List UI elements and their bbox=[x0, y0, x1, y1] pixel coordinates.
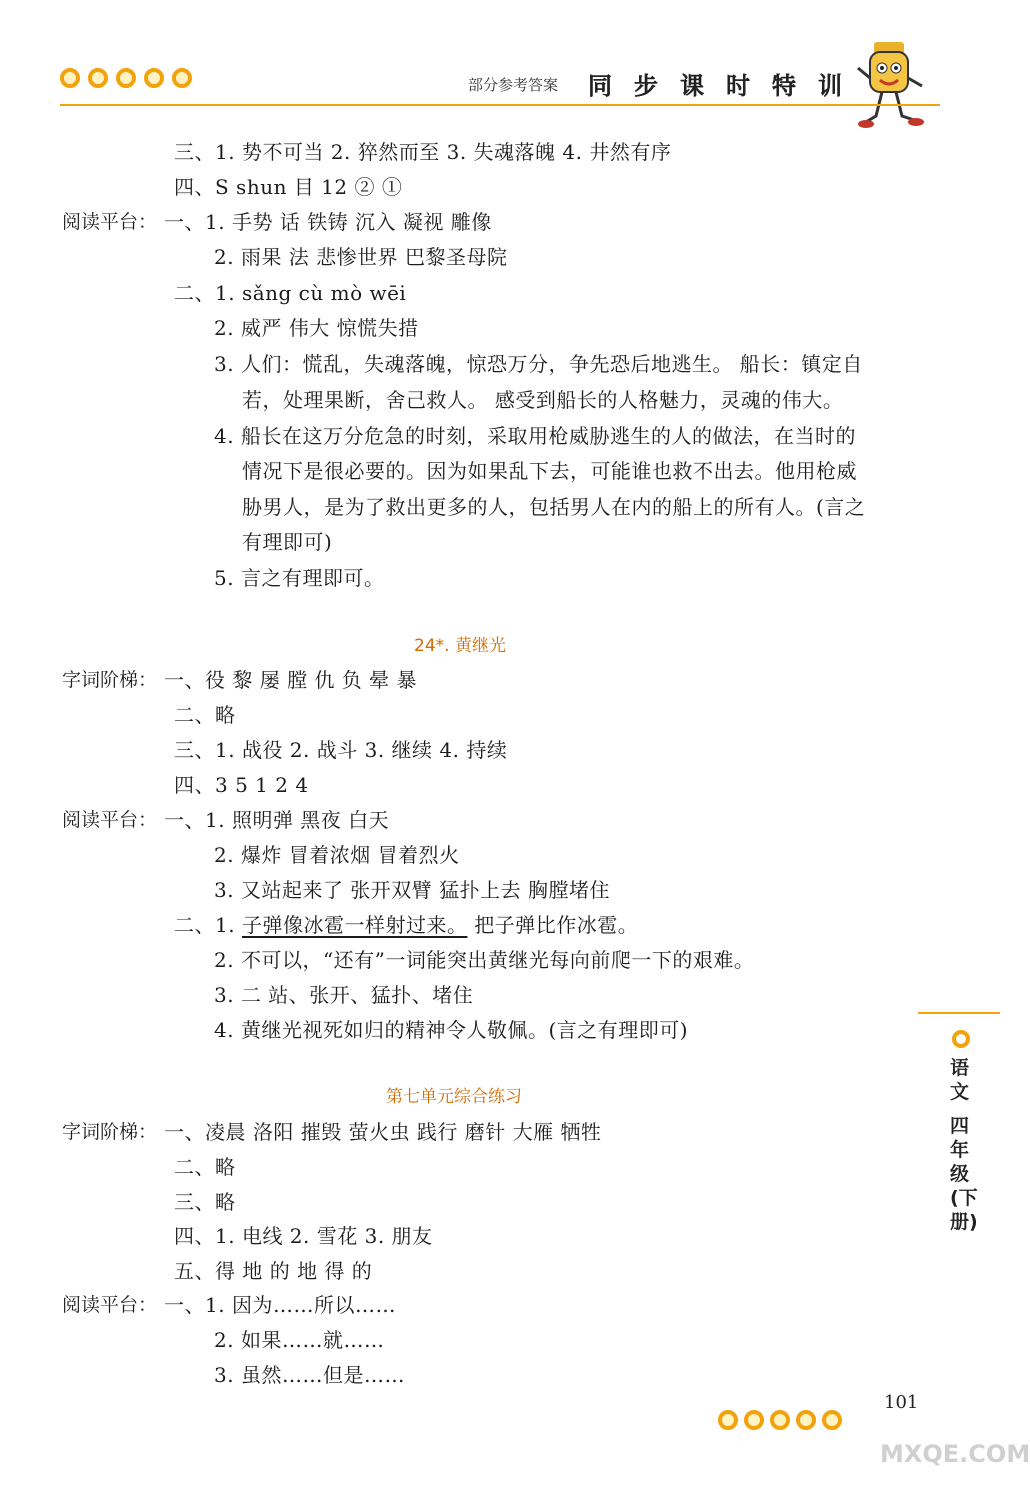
series-char: 训 bbox=[818, 72, 842, 100]
answer-line: 情况下是很必要的。因为如果乱下去，可能谁也救不出去。他用枪威 bbox=[242, 459, 857, 483]
answer-line: 2. 如果……就…… bbox=[214, 1328, 385, 1352]
answer-line: 一、役 黎 屡 膛 仇 负 晕 暴 bbox=[164, 668, 418, 692]
side-divider bbox=[918, 1012, 1000, 1014]
answer-line: 一、1. 手势 话 铁铸 沉入 凝视 雕像 bbox=[164, 210, 492, 234]
watermark: MXQE.COM bbox=[880, 1440, 1030, 1468]
answer-line: 四、S shun 目 12 ② ① bbox=[174, 175, 403, 199]
answer-line: 四、1. 电线 2. 雪花 3. 朋友 bbox=[174, 1224, 433, 1248]
header-decoration-circles bbox=[60, 68, 192, 88]
section-label-vocab: 字词阶梯： bbox=[62, 1121, 158, 1143]
footer-decoration-circles bbox=[718, 1410, 842, 1430]
answer-line: 若，处理果断，舍己救人。 感受到船长的人格魅力，灵魂的伟大。 bbox=[242, 388, 844, 412]
answer-prefix: 二、1. bbox=[174, 913, 242, 937]
answer-line: 三、1. 势不可当 2. 猝然而至 3. 失魂落魄 4. 井然有序 bbox=[174, 140, 672, 164]
answer-line: 2. 爆炸 冒着浓烟 冒着烈火 bbox=[214, 843, 460, 867]
section-label-reading: 阅读平台： bbox=[62, 211, 158, 233]
answer-line: 五、得 地 的 地 得 的 bbox=[174, 1259, 373, 1283]
answer-line: 三、1. 战役 2. 战斗 3. 继续 4. 持续 bbox=[174, 738, 508, 762]
circle-icon bbox=[822, 1410, 842, 1430]
answer-line: 有理即可) bbox=[242, 530, 333, 554]
circle-icon bbox=[744, 1410, 764, 1430]
series-char: 同 bbox=[588, 72, 612, 100]
circle-icon bbox=[60, 68, 80, 88]
answer-line bbox=[174, 909, 638, 938]
answer-line: 胁男人，是为了救出更多的人，包括男人在内的船上的所有人。(言之 bbox=[242, 495, 866, 519]
header-divider bbox=[60, 104, 940, 106]
circle-icon bbox=[116, 68, 136, 88]
side-subject: 语文 bbox=[950, 1057, 970, 1103]
answer-suffix: 把子弹比作冰雹。 bbox=[467, 913, 639, 937]
series-title bbox=[588, 66, 842, 101]
series-char: 课 bbox=[680, 72, 704, 100]
side-grade: 四年级(下册) bbox=[950, 1115, 978, 1233]
answer-line: 一、1. 因为……所以…… bbox=[164, 1293, 396, 1317]
answer-line: 四、3 5 1 2 4 bbox=[174, 773, 309, 797]
answer-line: 三、略 bbox=[174, 1190, 236, 1214]
underlined-sentence: 子弹像冰雹一样射过来。 bbox=[241, 913, 468, 937]
answer-line: 4. 黄继光视死如归的精神令人敬佩。(言之有理即可) bbox=[214, 1018, 689, 1042]
answer-line: 2. 不可以，“还有”一词能突出黄继光每向前爬一下的艰难。 bbox=[214, 948, 755, 972]
circle-icon bbox=[952, 1030, 970, 1048]
header-label: 部分参考答案 bbox=[468, 76, 559, 94]
answer-line: 4. 船长在这万分危急的时刻，采取用枪威胁逃生的人的做法，在当时的 bbox=[214, 424, 856, 448]
answer-line: 2. 雨果 法 悲惨世界 巴黎圣母院 bbox=[214, 245, 508, 269]
series-char: 步 bbox=[634, 72, 658, 100]
section-label-reading: 阅读平台： bbox=[62, 809, 158, 831]
circle-icon bbox=[144, 68, 164, 88]
answer-line: 2. 威严 伟大 惊慌失措 bbox=[214, 316, 419, 340]
side-tab bbox=[950, 1056, 976, 1234]
series-char: 特 bbox=[772, 72, 796, 100]
unit-heading: 第七单元综合练习 bbox=[386, 1087, 522, 1107]
section-label-vocab: 字词阶梯： bbox=[62, 669, 158, 691]
answer-line: 3. 人们：慌乱，失魂落魄，惊恐万分，争先恐后地逃生。 船长：镇定自 bbox=[214, 352, 863, 376]
circle-icon bbox=[770, 1410, 790, 1430]
circle-icon bbox=[796, 1410, 816, 1430]
series-char: 时 bbox=[726, 72, 750, 100]
answer-line: 3. 虽然……但是…… bbox=[214, 1363, 405, 1387]
circle-icon bbox=[88, 68, 108, 88]
answer-line: 二、1. sǎng cù mò wēi bbox=[174, 281, 407, 305]
answer-line: 5. 言之有理即可。 bbox=[214, 566, 385, 590]
answer-line: 3. 又站起来了 张开双臂 猛扑上去 胸膛堵住 bbox=[214, 878, 611, 902]
lesson-heading: 24*. 黄继光 bbox=[414, 636, 506, 656]
answer-line: 3. 二 站、张开、猛扑、堵住 bbox=[214, 983, 474, 1007]
answer-line: 二、略 bbox=[174, 1155, 236, 1179]
answer-line: 二、略 bbox=[174, 703, 236, 727]
section-label-reading: 阅读平台： bbox=[62, 1294, 158, 1316]
page-number: 101 bbox=[884, 1392, 919, 1413]
circle-icon bbox=[718, 1410, 738, 1430]
pencil-mascot-icon bbox=[856, 38, 926, 133]
answer-line: 一、1. 照明弹 黑夜 白天 bbox=[164, 808, 390, 832]
circle-icon bbox=[172, 68, 192, 88]
answer-line: 一、凌晨 洛阳 摧毁 萤火虫 践行 磨针 大雁 牺牲 bbox=[164, 1120, 602, 1144]
